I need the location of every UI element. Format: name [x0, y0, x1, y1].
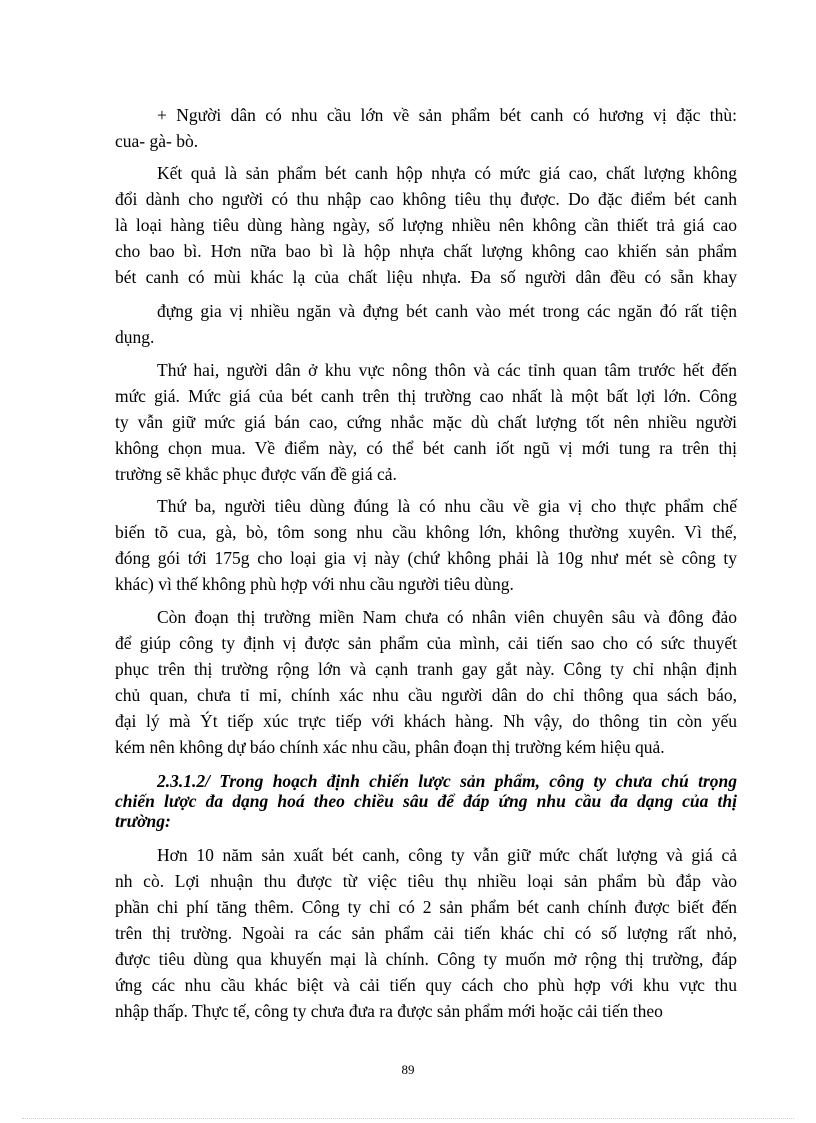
- text-line: ứng các nhu cầu khác biệt và cải tiến quy cách cho phù hợp với khu vực thu: [115, 975, 737, 995]
- text-line: bét canh có mùi khác lạ của chất liệu nhựa. Đa số người dân đều có sẵn khay: [115, 267, 737, 287]
- text-line: Còn đoạn thị trường miền Nam chưa có nhân viên chuyên sâu và đông đảo: [157, 607, 737, 627]
- text-line: cua- gà- bò.: [115, 131, 199, 151]
- text-line: Thứ hai, người dân ở khu vực nông thôn và các tỉnh quan tâm trước hết đến: [157, 360, 737, 380]
- text-line: trên thị trường. Ngoài ra các sản phẩm cải tiến khác chỉ có số lượng rất nhỏ,: [115, 923, 737, 943]
- text-line: nh cò. Lợi nhuận thu được từ việc tiêu thụ nhiều loại sản phẩm bù đắp vào: [115, 871, 737, 891]
- text-line: là loại hàng tiêu dùng hàng ngày, số lượng nhiều nên không cần thiết trả giá cao: [115, 215, 737, 235]
- text-line: kém nên không dự báo chính xác nhu cầu, phân đoạn thị trường kém hiệu quả.: [115, 737, 665, 757]
- text-line: được tiêu dùng qua khuyến mại là chính. Công ty muốn mở rộng thị trường, đáp: [115, 949, 737, 969]
- section-heading: trường:: [115, 811, 171, 831]
- text-line: đổi dành cho người có thu nhập cao không tiêu thụ được. Do đặc điểm bét canh: [115, 189, 737, 209]
- text-line: đựng gia vị nhiều ngăn và đựng bét canh vào mét trong các ngăn đó rất tiện: [157, 301, 737, 321]
- page-number: 89: [401, 1062, 415, 1077]
- text-line: nhập thấp. Thực tế, công ty chưa đưa ra được sản phẩm mới hoặc cải tiến theo: [115, 1001, 663, 1021]
- text-line: cho bao bì. Hơn nữa bao bì là hộp nhựa chất lượng không cao khiến sản phẩm: [115, 241, 737, 261]
- text-line: đại lý mà Ýt tiếp xúc trực tiếp với khách hàng. Nh vậy, do thông tin còn yếu: [115, 711, 737, 731]
- section-heading: 2.3.1.2/ Trong hoạch định chiến lược sản phẩm, công ty chưa chú trọng: [157, 771, 737, 791]
- text-line: không chọn mua. Về điểm này, có thể bét canh iốt ngũ vị mới tung ra trên thị: [115, 438, 737, 458]
- page-border: [22, 1118, 794, 1119]
- text-line: khác) vì thế không phù hợp với nhu cầu người tiêu dùng.: [115, 574, 514, 594]
- text-line: biến tõ cua, gà, bò, tôm song nhu cầu không lớn, không thường xuyên. Vì thế,: [115, 522, 737, 542]
- text-line: chủ quan, chưa tỉ mỉ, chính xác nhu cầu người dân do chỉ thông qua sách báo,: [115, 685, 737, 705]
- text-line: Thứ ba, người tiêu dùng đúng là có nhu cầu về gia vị cho thực phẩm chế: [157, 496, 737, 516]
- text-line: dụng.: [115, 327, 155, 347]
- text-line: + Người dân có nhu cầu lớn về sản phẩm bét canh có hương vị đặc thù:: [157, 105, 737, 125]
- text-line: trường sẽ khắc phục được vấn đề giá cả.: [115, 464, 397, 484]
- text-line: đóng gói tới 175g cho loại gia vị này (chứ không phải là 10g như mét sè công ty: [115, 548, 737, 568]
- text-line: ty vẫn giữ mức giá bán cao, cứng nhắc mặc dù chất lượng tốt nên nhiều người: [115, 412, 737, 432]
- text-line: Kết quả là sản phẩm bét canh hộp nhựa có mức giá cao, chất lượng không: [157, 163, 737, 183]
- text-line: để giúp công ty định vị được sản phẩm của mình, cải tiến sao cho có sức thuyết: [115, 633, 737, 653]
- text-line: mức giá. Mức giá của bét canh trên thị trường cao nhất là một bất lợi lớn. Công: [115, 386, 737, 406]
- text-line: phần chi phí tăng thêm. Công ty chỉ có 2 sản phẩm bét canh chính được biết đến: [115, 897, 737, 917]
- text-line: Hơn 10 năm sản xuất bét canh, công ty vẫn giữ mức chất lượng và giá cả: [157, 845, 737, 865]
- section-heading: chiến lược đa dạng hoá theo chiều sâu để đáp ứng nhu cầu đa dạng của thị: [115, 791, 737, 811]
- text-line: phục trên thị trường rộng lớn và cạnh tranh gay gắt này. Công ty chỉ nhận định: [115, 659, 737, 679]
